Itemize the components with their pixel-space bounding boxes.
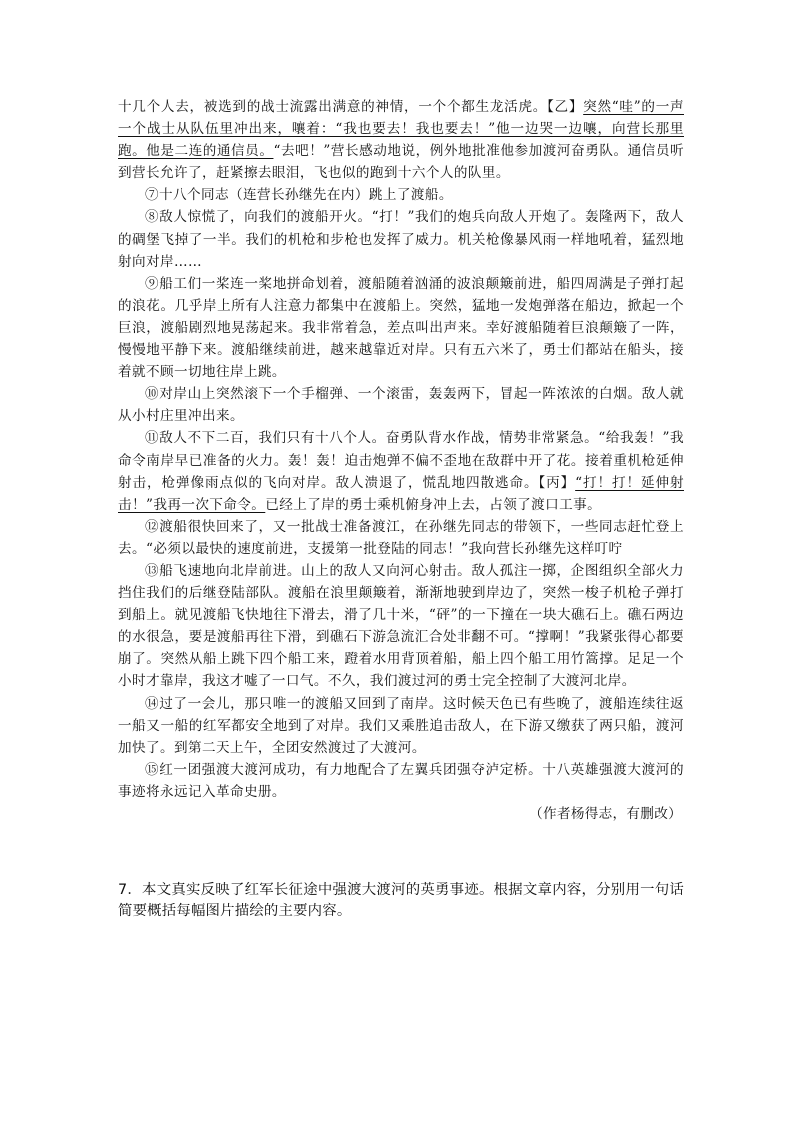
paragraph-6 <box>118 96 684 184</box>
underlined-passage-yi: 突然“哇”的一声一个战士从队伍里冲出来，嚷着：“我也要去！我也要去！”他一边哭一边嚷，向营长那里跑。他是二连的通信员。 <box>118 99 684 160</box>
question-7: 7．本文真实反映了红军长征途中强渡大渡河的英勇事迹。根据文章内容，分别用一句话简要概括每幅图片描绘的主要内容。 <box>118 882 684 919</box>
paragraph-11-text-end: 已经上了岸的勇士乘机俯身冲上去，占领了渡口工事。 <box>265 496 602 513</box>
underlined-passage-bing: “打！打！延伸射击！”我再一次下命令。 <box>118 474 684 513</box>
paragraph-12: ⑫渡船很快回来了，又一批战士准备渡江，在孙继先同志的带领下，一些同志赶忙登上去。“必须以最快的速度前进，支援第一批登陆的同志！”我向营长孙继先这样叮咛 <box>118 518 684 557</box>
paragraph-11 <box>118 427 684 515</box>
article-body <box>118 96 684 825</box>
author-credit: （作者杨得志，有删改） <box>529 806 682 822</box>
paragraph-8: ⑧敌人惊慌了，向我们的渡船开火。“打！”我们的炮兵向敌人开炮了。轰隆两下，敌人的碉堡飞掉了一半。我们的机枪和步枪也发挥了威力。机关枪像暴风雨一样地吼着，猛烈地射向对岸…… <box>118 209 684 270</box>
paragraph-10: ⑩对岸山上突然滚下一个手榴弹、一个滚雷，轰轰两下，冒起一阵浓浓的白烟。敌人就从小村庄里冲出来。 <box>118 386 684 425</box>
paragraph-6-text: 十几个人去，被选到的战士流露出满意的神情，一个个都生龙活虎。【乙】 <box>118 99 584 115</box>
paragraph-15: ⑮红一团强渡大渡河成功，有力地配合了左翼兵团强夺泸定桥。十八英雄强渡大渡河的事迹将永远记入革命史册。 <box>118 761 684 800</box>
paragraph-14: ⑭过了一会儿，那只唯一的渡船又回到了南岸。这时候天色已有些晚了，渡船连续往返一船又一船的红军都安全地到了对岸。我们又乘胜追击敌人，在下游又缴获了两只船，渡河加快了。到第二天上午，全团安然渡过了大渡河。 <box>118 695 684 756</box>
paragraph-7: ⑦十八个同志（连营长孙继先在内）跳上了渡船。 <box>145 187 453 204</box>
paragraph-6-text-end: “去吧！”营长感动地说，例外地批准他参加渡河奋勇队。通信员听到营长允许了，赶紧擦去眼泪，飞也似的跑到十六个人的队里。 <box>118 143 684 182</box>
paragraph-13: ⑬船飞速地向北岸前进。山上的敌人又向河心射击。敌人孤注一掷，企图组织全部火力挡住我们的后继登陆部队。渡船在浪里颠簸着，渐渐地驶到岸边了，突然一梭子机枪子弹打到船上。就见渡船飞快地往下滑去，滑了几十米，“砰”的一下撞在一块大礁石上。礁石两边的水很急，要是渡船再往下滑，到礁石下游急流汇合处非翻不可。“撑啊！”我紧张得心都要崩了。突然从船上跳下四个船工来，蹬着水用背顶着船，船上四个船工用竹篙撑。足足一个小时才靠岸，我这才嘘了一口气。不久，我们渡过河的勇士完全控制了大渡河北岸。 <box>118 562 684 690</box>
paragraph-11-text: ⑪敌人不下二百，我们只有十八个人。奋勇队背水作战，情势非常紧急。“给我轰！”我命令南岸早已准备的火力。轰！轰！迫击炮弹不偏不歪地在敌群中开了花。接着重机枪延伸射击，枪弹像雨点似的飞向对岸。敌人溃退了，慌乱地四散逃命。【丙】 <box>118 430 684 491</box>
paragraph-9: ⑨船工们一桨连一桨地拼命划着，渡船随着汹涌的波浪颠簸前进，船四周满是子弹打起的浪花。几乎岸上所有人注意力都集中在渡船上。突然，猛地一发炮弹落在船边，掀起一个巨浪，渡船剧烈地晃荡起来。我非常着急，差点叫出声来。幸好渡船随着巨浪颠簸了一阵，慢慢地平静下来。渡船继续前进，越来越靠近对岸。只有五六米了，勇士们都站在船头，接着就不顾一切地往岸上跳。 <box>118 275 684 381</box>
